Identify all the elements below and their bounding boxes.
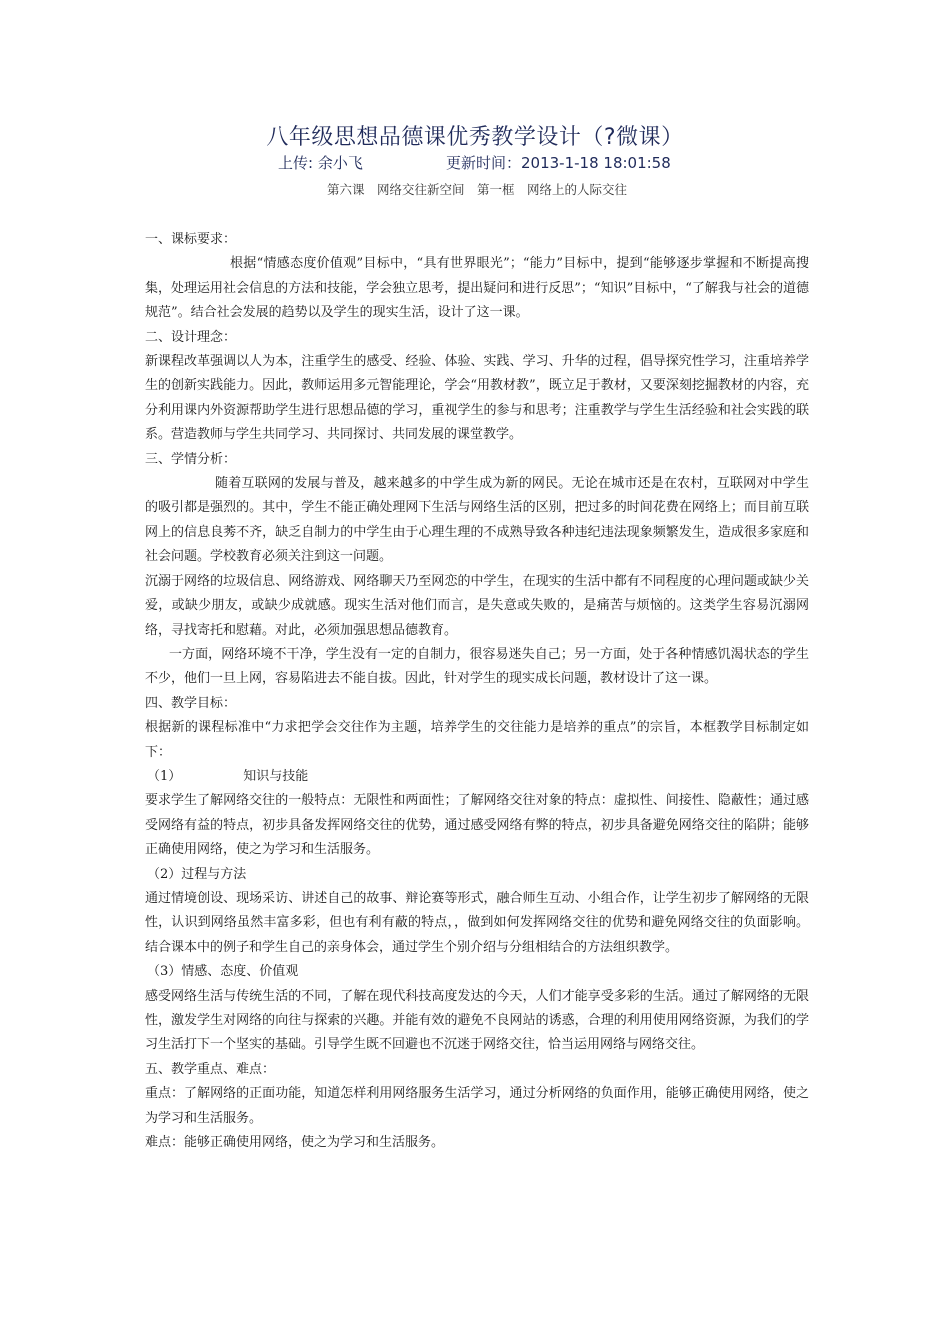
paragraph-curriculum: 根据“情感态度价值观”目标中，“具有世界眼光”；“能力”目标中，提到“能够逐步掌握和不断提高搜集，处理运用社会信息的方法和技能，学会独立思考，提出疑问和进行反思”；“知识”目标中，“了解我与社会的道德规范”。结合社会发展的趋势以及学生的现实生活，设计了这一课。 — [145, 256, 809, 321]
paragraph-student-analysis-1: 随着互联网的发展与普及，越来越多的中学生成为新的网民。无论在城市还是在农村，互联网对中学生的吸引都是强烈的。其中，学生不能正确处理网下生活与网络生活的区别，把过多的时间花费在网络上；而目前互联网上的信息良莠不齐，缺乏自制力的中学生由于心理生理的不成熟导致各种违纪违法现象频繁发生，造成很多家庭和社会问题。学校教育必须关注到这一问题。 — [145, 476, 809, 565]
paragraph-key-point: 重点：了解网络的正面功能，知道怎样利用网络服务生活学习，通过分析网络的负面作用，能够正确使用网络，使之为学习和生活服务。 — [145, 1086, 809, 1126]
paragraph-design-concept: 新课程改革强调以人为本，注重学生的感受、经验、体验、实践、学习、升华的过程，倡导探究性学习，注重培养学生的创新实践能力。因此，教师运用多元智能理论，学会“用教材教”，既立足于教材，又要深刻挖掘教材的内容，充分利用课内外资源帮助学生进行思想品德的学习，重视学生的参与和思考；注重教学与学生生活经验和社会实践的联系。营造教师与学生共同学习、共同探讨、共同发展的课堂教学。 — [145, 354, 809, 443]
document-title: 八年级思想品德课优秀教学设计（?微课） — [266, 125, 684, 150]
section-heading-teaching-goals: 四、教学目标： — [145, 695, 237, 711]
paragraph-teaching-goals-intro: 根据新的课程标准中“力求把学会交往作为主题，培养学生的交往能力是培养的重点”的宗旨，本框教学目标制定如下： — [145, 720, 809, 760]
paragraph-student-analysis-2: 沉溺于网络的垃圾信息、网络游戏、网络聊天乃至网恋的中学生，在现实的生活中都有不同程度的心理问题或缺少关爱，或缺少朋友，或缺少成就感。现实生活对他们而言，是失意或失败的，是痛苦与烦恼的。这类学生容易沉溺网络，寻找寄托和慰藉。对此，必须加强思想品德教育。 — [145, 573, 809, 638]
updated-time-label: 更新时间：2013-1-18 18:01:58 — [446, 154, 671, 172]
document-meta — [278, 152, 671, 173]
section-heading-design-concept: 二、设计理念： — [145, 329, 237, 345]
paragraph-emotion-values: 感受网络生活与传统生活的不同，了解在现代科技高度发达的今天，人们才能享受多彩的生活。通过了解网络的无限性，激发学生对网络的向往与探索的兴趣。并能有效的避免不良网站的诱惑，合理的利用使用网络资源，为我们的学习生活打下一个坚实的基础。引导学生既不回避也不沉迷于网络交往，恰当运用网络与网络交往。 — [145, 988, 809, 1053]
document-body — [145, 228, 809, 1155]
section-heading-curriculum: 一、课标要求： — [145, 232, 237, 247]
paragraph-knowledge-skills: 要求学生了解网络交往的一般特点：无限性和两面性；了解网络交往对象的特点：虚拟性、间接性、隐蔽性；通过感受网络有益的特点，初步具备发挥网络交往的优势，通过感受网络有弊的特点，初步具备避免网络交往的陷阱；能够正确使用网络，使之为学习和生活服务。 — [145, 793, 809, 858]
subheading-label: 知识与技能 — [243, 768, 309, 784]
subheading-emotion-values: （3）情感、态度、价值观 — [147, 964, 299, 980]
paragraph-student-analysis-3: 一方面，网络环境不干净，学生没有一定的自制力，很容易迷失自己；另一方面，处于各种情感饥渴状态的学生不少，他们一旦上网，容易陷进去不能自拔。因此，针对学生的现实成长问题，教材设计了这一课。 — [145, 646, 809, 687]
paragraph-process-method: 通过情境创设、现场采访、讲述自己的故事、辩论赛等形式，融合师生互动、小组合作，让学生初步了解网络的无限性，认识到网络虽然丰富多彩，但也有利有蔽的特点，，做到如何发挥网络交往的优势和避免网络交往的负面影响。结合课本中的例子和学生自己的亲身体会，通过学生个别介绍与分组相结合的方法组织教学。 — [145, 890, 809, 955]
paragraph-difficult-point: 难点：能够正确使用网络，使之为学习和生活服务。 — [145, 1135, 445, 1151]
section-heading-key-points: 五、教学重点、难点： — [145, 1061, 276, 1077]
lesson-subtitle: 第六课 网络交往新空间 第一框 网络上的人际交往 — [327, 182, 628, 197]
subheading-knowledge-skills — [145, 765, 809, 789]
section-heading-student-analysis: 三、学情分析： — [145, 451, 237, 467]
uploader-label: 上传: 余小飞 — [278, 154, 363, 172]
subheading-process-method: （2）过程与方法 — [147, 866, 247, 882]
subheading-number: （1） — [147, 768, 182, 784]
